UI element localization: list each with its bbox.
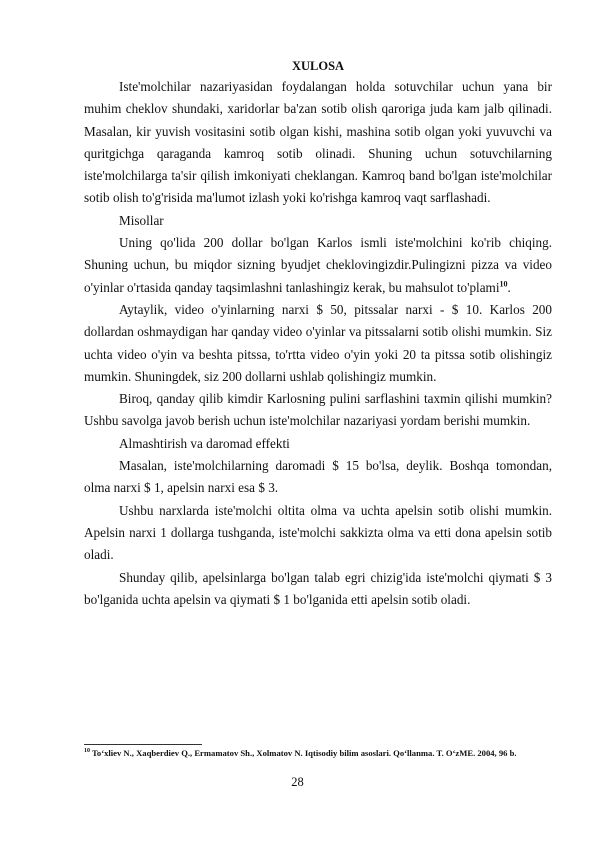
section-title: XULOSA: [291, 59, 345, 73]
paragraph-carlos-budget: [84, 232, 552, 299]
footnote-marker: 10: [84, 748, 90, 755]
paragraph-heading-examples: Misollar: [119, 212, 164, 228]
page-number: 28: [291, 775, 304, 789]
footnote: [84, 748, 552, 759]
paragraph-demand-curve: Shunday qilib, apelsinlarga bo'lgan talab egri chizig'ida iste'molchi qiymati $ 3 bo'lganida uchta apelsin va qiymati $ 1 bo'lganida etti apelsin sotib oladi.: [84, 569, 552, 607]
footnote-reference[interactable]: 10: [499, 279, 508, 289]
paragraph-question: Biroq, qanday qilib kimdir Karlosning pulini sarflashini taxmin qilishi mumkin? Ushbu savolga javob berish uchun iste'molchilar nazariyasi yordam berishi mumkin.: [84, 391, 552, 429]
paragraph-prices: Aytaylik, video o'yinlarning narxi $ 50, pitssalar narxi - $ 10. Karlos 200 dollardan oshmaydigan har qanday video o'yinlar va pitssalarni sotib olishi mumkin. Siz uchta video o'yin va beshta pitssa, to'rtta video o'yin yoki 20 ta pitssa sotib olishingiz mumkin. Shuningdek, siz 200 dollarni ushlab qolishingiz mumkin.: [84, 301, 552, 384]
paragraph-apples-oranges: Ushbu narxlarda iste'molchi oltita olma va uchta apelsin sotib olishi mumkin. Apelsin narxi 1 dollarga tushganda, iste'molchi sakkizta olma va etti dona apelsin sotib oladi.: [84, 502, 552, 563]
paragraph-conclusion: Iste'molchilar nazariyasidan foydalangan holda sotuvchilar uchun yana bir muhim cheklov shundaki, xaridorlar ba'zan sotib olish qaroriga juda kam jalb qilinadi. Masalan, kir yuvish vositasini sotib olgan kishi, mashina sotib olgan yoki yuvuvchi va quritgichga qaraganda kamroq sotib olinadi. Shuning uchun sotuvchilarning iste'molchilarga ta'sir qilish imkoniyati cheklangan. Kamroq band bo'lgan iste'molchilar sotib olish to'g'risida ma'lumot izlash yoki ko'rishga kamroq vaqt sarflashadi.: [84, 79, 552, 206]
paragraph-carlos-text: Uning qo'lida 200 dollar bo'lgan Karlos ismli iste'molchini ko'rib chiqing. Shuning uchun, bu miqdor sizning byudjet cheklovingizdir.Pulingizni pizza va video o'yinlar o'rtasida qanday taqsimlashni tanlashingiz kerak, bu mahsulot to'plami: [84, 235, 552, 295]
footnote-separator: [84, 744, 202, 745]
paragraph-income-example: Masalan, iste'molchilarning daromadi $ 15 bo'lsa, deylik. Boshqa tomondan, olma narxi $ 1, apelsin narxi esa $ 3.: [84, 458, 552, 496]
paragraph-heading-substitution: Almashtirish va daromad effekti: [119, 435, 290, 451]
body-text: [84, 76, 552, 611]
paragraph-carlos-end: .: [507, 279, 511, 295]
footnote-text: To‘xliev N., Xaqberdiev Q., Ermamatov Sh., Xolmatov N. Iqtisodiy bilim asoslari. Qo‘llanma. T. O‘zME. 2004, 96 b.: [90, 748, 517, 758]
